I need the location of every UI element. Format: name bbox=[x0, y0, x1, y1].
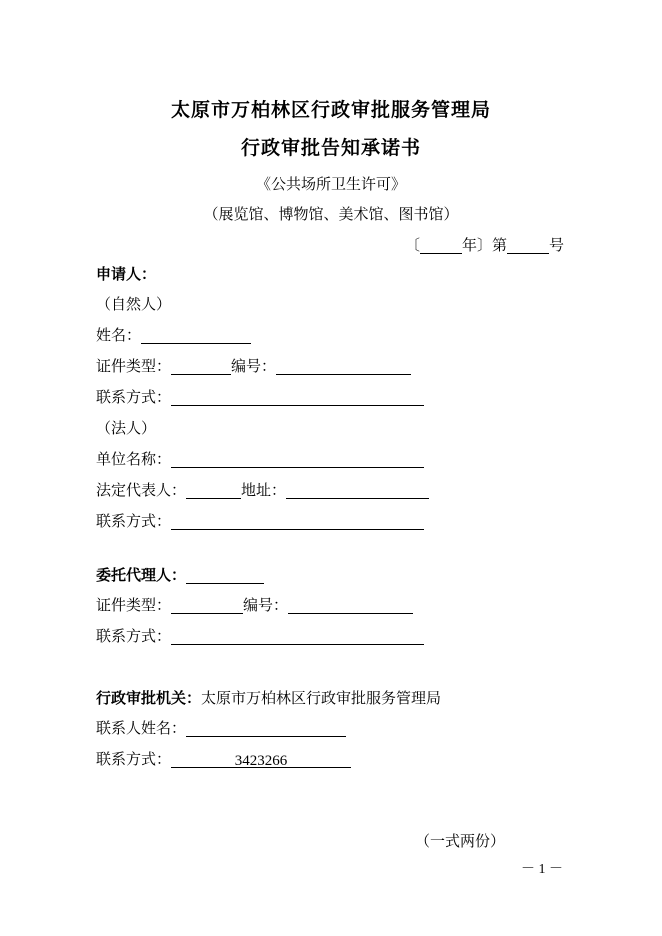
company-name-row bbox=[96, 450, 566, 471]
document-content bbox=[96, 98, 566, 781]
agent-id-type-field bbox=[171, 597, 243, 614]
agent-contact-row bbox=[96, 627, 566, 648]
agent-section-heading bbox=[96, 565, 566, 586]
natural-contact-row bbox=[96, 388, 566, 409]
page-number: － 1 － bbox=[521, 862, 563, 877]
doc-title-line1: 太原市万柏林区行政审批服务管理局 bbox=[170, 100, 491, 121]
doc-title-line2: 行政审批告知承诺书 bbox=[240, 138, 421, 159]
legal-contact-row bbox=[96, 512, 566, 533]
agent-contact-field bbox=[171, 628, 424, 645]
authority-contact-person-row bbox=[96, 719, 566, 740]
section-gap bbox=[96, 658, 566, 688]
natural-person-heading bbox=[96, 295, 566, 316]
agent-id-number-label: 编号： bbox=[243, 598, 289, 614]
company-name-field bbox=[171, 451, 424, 468]
agent-id-type-label: 证件类型： bbox=[96, 598, 172, 614]
name-label: 姓名： bbox=[96, 328, 142, 344]
company-name-label: 单位名称： bbox=[96, 452, 172, 468]
id-type-row bbox=[96, 357, 566, 378]
agent-label: 委托代理人： bbox=[96, 567, 187, 584]
legal-rep-row bbox=[96, 481, 566, 502]
doc-number-line bbox=[96, 234, 566, 258]
doc-number-mid: 年〕第 bbox=[461, 238, 507, 254]
natural-contact-field bbox=[171, 389, 424, 406]
agent-contact-label: 联系方式： bbox=[96, 629, 172, 645]
name-row bbox=[96, 326, 566, 347]
legal-contact-field bbox=[171, 513, 424, 530]
doc-number-suffix: 号 bbox=[548, 238, 564, 254]
id-type-label: 证件类型： bbox=[96, 359, 172, 375]
name-field bbox=[141, 327, 251, 344]
legal-person-heading bbox=[96, 419, 566, 440]
natural-person-label: （自然人） bbox=[96, 297, 172, 313]
legal-rep-field bbox=[186, 482, 241, 499]
doc-subtitle-venues: （展览馆、博物馆、美术馆、图书馆） bbox=[203, 207, 459, 223]
legal-rep-label: 法定代表人： bbox=[96, 483, 187, 499]
id-number-field bbox=[276, 358, 411, 375]
natural-contact-label: 联系方式： bbox=[96, 390, 172, 406]
agent-id-type-row bbox=[96, 596, 566, 617]
address-label: 地址： bbox=[241, 483, 287, 499]
section-gap bbox=[96, 543, 566, 565]
agent-id-number-field bbox=[288, 597, 413, 614]
authority-contact-row bbox=[96, 750, 566, 771]
authority-contact-field: 3423266 bbox=[171, 751, 351, 768]
legal-person-label: （法人） bbox=[96, 421, 157, 437]
id-number-label: 编号： bbox=[231, 359, 277, 375]
authority-label: 行政审批机关： bbox=[96, 690, 202, 707]
id-type-field bbox=[171, 358, 231, 375]
doc-number-prefix: 〔 bbox=[404, 238, 420, 254]
copies-note: （一式两份） bbox=[414, 834, 505, 850]
legal-contact-label: 联系方式： bbox=[96, 514, 172, 530]
applicant-label: 申请人： bbox=[96, 266, 157, 283]
authority-contact-person-label: 联系人姓名： bbox=[96, 721, 187, 737]
doc-number-year-field bbox=[420, 237, 462, 254]
authority-section-heading bbox=[96, 688, 566, 709]
authority-contact-label: 联系方式： bbox=[96, 752, 172, 768]
doc-number-seq-field bbox=[507, 237, 549, 254]
address-field bbox=[286, 482, 429, 499]
authority-contact-person-field bbox=[186, 720, 346, 737]
authority-name-value: 太原市万柏林区行政审批服务管理局 bbox=[201, 691, 442, 707]
applicant-section-heading bbox=[96, 264, 566, 285]
doc-subtitle-permit: 《公共场所卫生许可》 bbox=[255, 177, 406, 193]
agent-name-field bbox=[186, 567, 264, 584]
